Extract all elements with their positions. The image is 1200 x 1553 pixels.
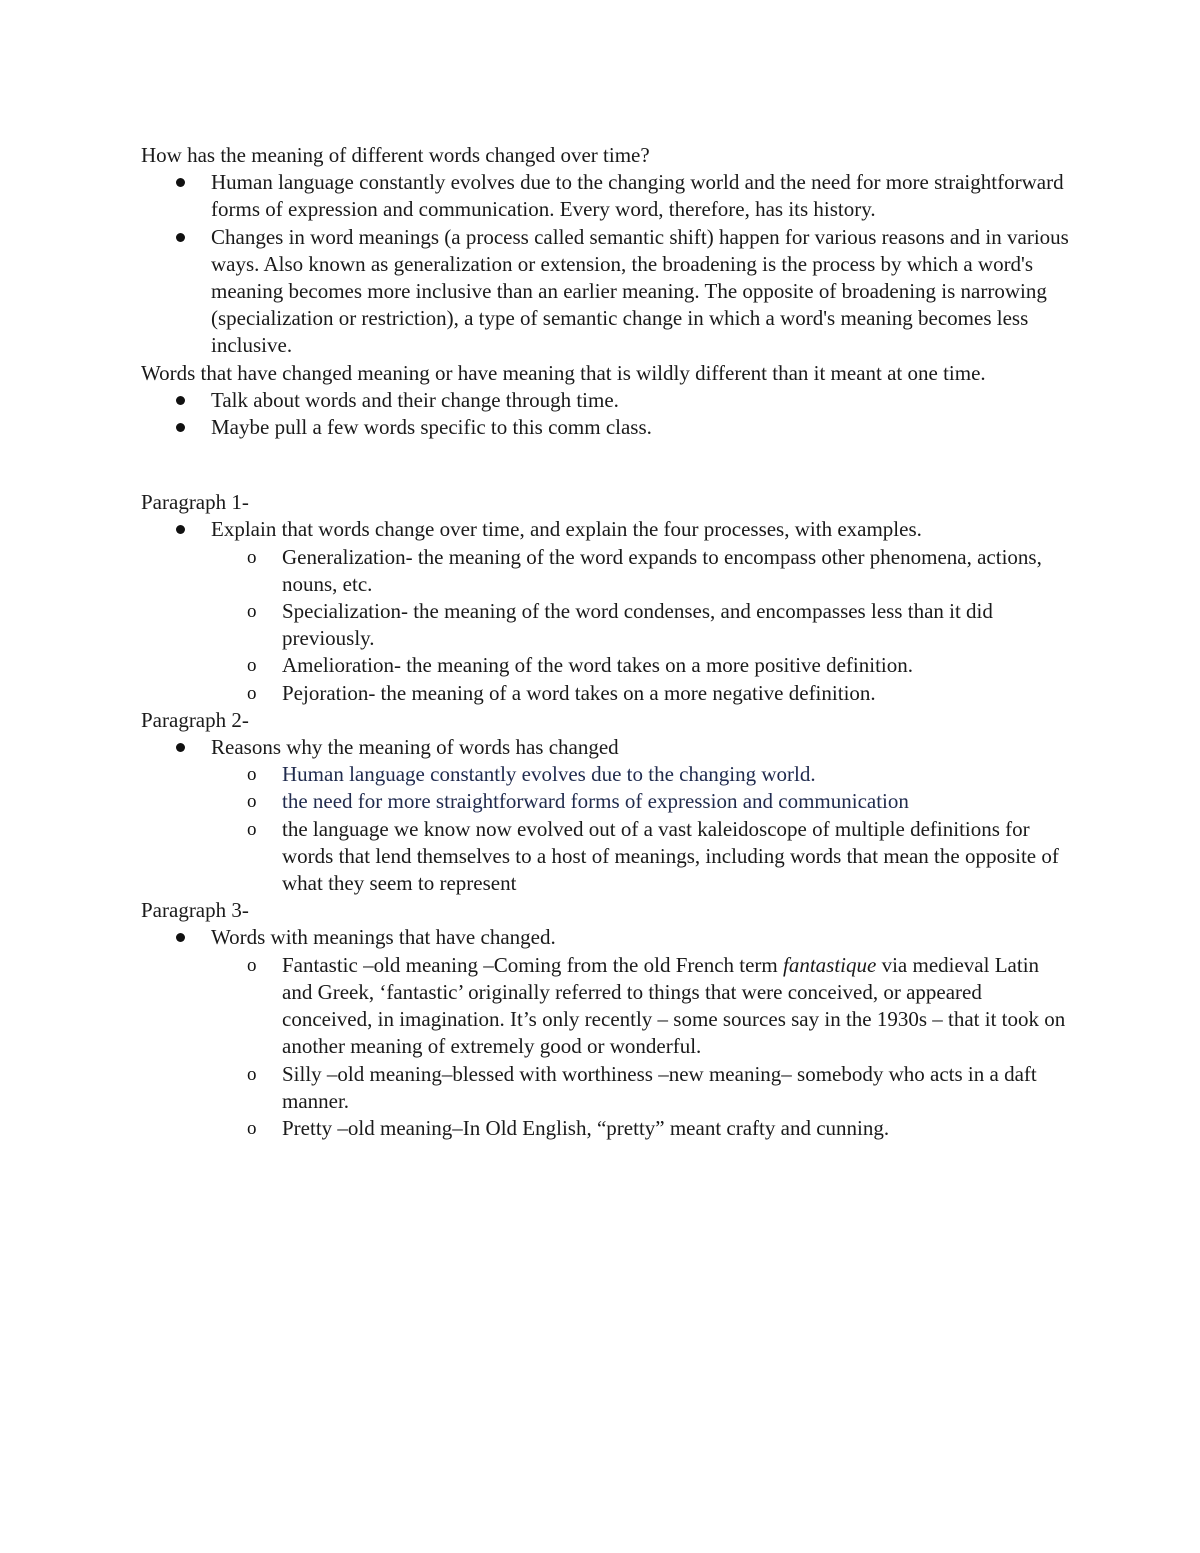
bullet-icon — [176, 396, 185, 405]
words-points-list — [141, 387, 1071, 441]
sub-list-item: o Silly –old meaning–blessed with worthiness –new meaning– somebody who acts in a daft manner. — [247, 1061, 1037, 1113]
sub-list-item: o Specialization- the meaning of the word condenses, and encompasses less than it did previously. — [247, 599, 993, 651]
paragraph-1-list — [141, 516, 1071, 706]
sub-list-item: o Human language constantly evolves due to the changing world. — [141, 761, 1071, 788]
question-points-list — [141, 169, 1071, 359]
list-item: Reasons why the meaning of words has changed — [141, 734, 1071, 761]
bullet-icon — [176, 933, 185, 942]
paragraph-1-heading: Paragraph 1- — [141, 490, 249, 515]
sub-list-item: o Amelioration- the meaning of the word takes on a more positive definition. — [141, 652, 1071, 679]
sub-list-item-fantastic: o Fantastic –old meaning –Coming from the old French term fantastique via medieval Latin and Greek, ‘fantastic’ originally referred to things that were conceived, or appeared conceived, in imagination. It’s only recently – some sources say in the 1930s – that it took on another meaning of extremely good or wonderful. — [247, 952, 1066, 1059]
french-term: fantastique — [783, 952, 877, 977]
list-item: Talk about words and their change through time. — [141, 387, 1071, 414]
circle-bullet-icon: o — [247, 1117, 257, 1139]
list-item: Human language constantly evolves due to the changing world and the need for more straightforward forms of expression and communication. Every word, therefore, has its history. — [141, 169, 1071, 223]
circle-bullet-icon: o — [247, 655, 257, 677]
sub-list-item: o Pejoration- the meaning of a word takes on a more negative definition. — [141, 680, 1071, 707]
paragraph-2-heading: Paragraph 2- — [141, 707, 249, 732]
circle-bullet-icon: o — [247, 764, 257, 786]
circle-bullet-icon: o — [247, 818, 257, 840]
sub-list-item: o Pretty –old meaning–In Old English, “pretty” meant crafty and cunning. — [141, 1115, 1071, 1142]
circle-bullet-icon: o — [247, 682, 257, 704]
paragraph-3-list — [141, 924, 1071, 1142]
circle-bullet-icon: o — [247, 954, 257, 976]
list-item: Explain that words change over time, and explain the four processes, with examples. — [141, 516, 1071, 543]
blank-space — [141, 441, 1071, 489]
sub-list-item: o Generalization- the meaning of the word expands to encompass other phenomena, actions, nouns, etc. — [247, 544, 1042, 596]
paragraph-3-heading: Paragraph 3- — [141, 898, 249, 923]
circle-bullet-icon: o — [247, 1063, 257, 1085]
bullet-icon — [176, 743, 185, 752]
bullet-icon — [176, 525, 185, 534]
essay-question: How has the meaning of different words changed over time? — [141, 143, 650, 167]
list-item: Words with meanings that have changed. — [141, 924, 1071, 951]
sub-list-item: o the need for more straightforward forms of expression and communication — [141, 788, 1071, 815]
circle-bullet-icon: o — [247, 791, 257, 813]
sub-list-item: o the language we know now evolved out of a vast kaleidoscope of multiple definitions for words that lend themselves to a host of meanings, including words that mean the opposite of what they seem to represent — [247, 816, 1059, 896]
list-item: Changes in word meanings (a process called semantic shift) happen for various reasons and in various ways. Also known as generalization or extension, the broadening is the process by which a word's meaning becomes more inclusive than an earlier meaning. The opposite of broadening is narrowing (specialization or restriction), a type of semantic change in which a word's meaning becomes less inclusive. — [141, 224, 1071, 360]
circle-bullet-icon: o — [247, 546, 257, 568]
document-body — [141, 142, 1071, 1142]
words-statement: Words that have changed meaning or have meaning that is wildly different than it meant at one time. — [141, 360, 986, 385]
circle-bullet-icon: o — [247, 601, 257, 623]
list-item: Maybe pull a few words specific to this comm class. — [141, 414, 1071, 441]
bullet-icon — [176, 423, 185, 432]
bullet-icon — [176, 233, 185, 242]
bullet-icon — [176, 178, 185, 187]
paragraph-2-list — [141, 734, 1071, 897]
